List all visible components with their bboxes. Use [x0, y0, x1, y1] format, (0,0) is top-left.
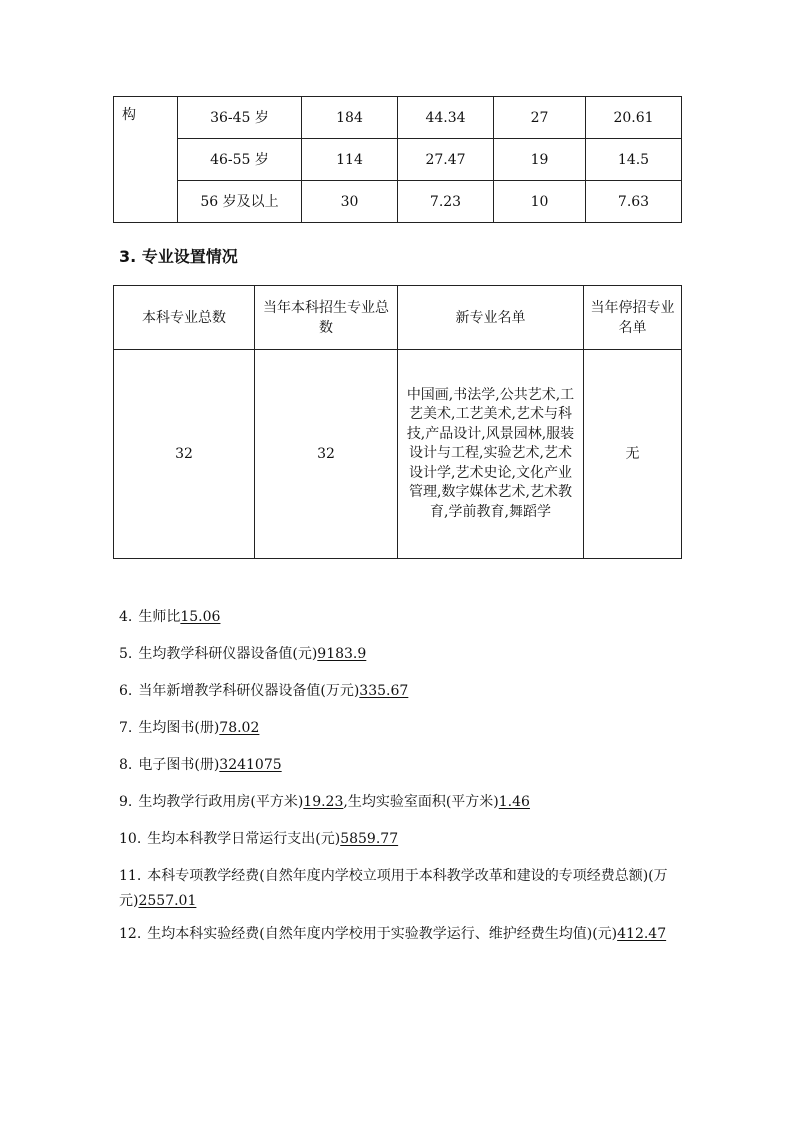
underlined-value: 5859.77 [340, 831, 399, 847]
list-item: 4. 生师比15.06 [119, 609, 221, 625]
underlined-value: 78.02 [219, 720, 260, 736]
percent-cell: 7.23 [398, 181, 494, 223]
underlined-value: 2557.01 [138, 893, 197, 909]
indicator-list [119, 605, 681, 955]
count-cell: 10 [494, 181, 586, 223]
percent-cell: 7.63 [586, 181, 682, 223]
list-item: 7. 生均图书(册)78.02 [119, 720, 260, 736]
underlined-value: 412.47 [617, 926, 667, 942]
table-row [114, 139, 682, 181]
underlined-value: 15.06 [180, 609, 221, 625]
underlined-value: 1.46 [498, 794, 530, 810]
new-majors-cell: 中国画,书法学,公共艺术,工艺美术,工艺美术,艺术与科技,产品设计,风景园林,服装设计与工程,实验艺术,艺术设计学,艺术史论,文化产业管理,数字媒体艺术,艺术教育,学前教育,舞蹈学 [398, 350, 584, 559]
list-item: 8. 电子图书(册)3241075 [119, 757, 282, 773]
enrolled-majors-cell: 32 [255, 350, 398, 559]
count-cell: 19 [494, 139, 586, 181]
age-group-cell: 36-45 岁 [178, 97, 302, 139]
count-cell: 114 [302, 139, 398, 181]
table-header-row [114, 286, 682, 350]
list-item: 10. 生均本科教学日常运行支出(元)5859.77 [119, 831, 399, 847]
list-item: 5. 生均教学科研仪器设备值(元)9183.9 [119, 646, 367, 662]
age-structure-table [113, 96, 682, 223]
list-item: 9. 生均教学行政用房(平方米)19.23,生均实验室面积(平方米)1.46 [119, 794, 530, 810]
underlined-value: 9183.9 [317, 646, 367, 662]
structure-label-cell: 构 [114, 97, 178, 223]
table-row [114, 97, 682, 139]
column-header: 新专业名单 [398, 286, 584, 350]
total-majors-cell: 32 [114, 350, 255, 559]
list-item: 12. 生均本科实验经费(自然年度内学校用于实验教学运行、维护经费生均值)(元)412.47 [119, 926, 667, 942]
column-header: 当年本科招生专业总数 [255, 286, 398, 350]
underlined-value: 19.23 [303, 794, 344, 810]
major-settings-table [113, 285, 682, 559]
count-cell: 30 [302, 181, 398, 223]
column-header: 本科专业总数 [114, 286, 255, 350]
underlined-value: 335.67 [359, 683, 409, 699]
count-cell: 184 [302, 97, 398, 139]
section-title: 3. 专业设置情况 [119, 247, 238, 266]
list-item: 6. 当年新增教学科研仪器设备值(万元)335.67 [119, 683, 409, 699]
percent-cell: 20.61 [586, 97, 682, 139]
age-group-cell: 56 岁及以上 [178, 181, 302, 223]
column-header: 当年停招专业名单 [584, 286, 682, 350]
count-cell: 27 [494, 97, 586, 139]
underlined-value: 3241075 [219, 757, 282, 773]
percent-cell: 14.5 [586, 139, 682, 181]
table-row [114, 350, 682, 559]
percent-cell: 27.47 [398, 139, 494, 181]
list-item: 11. 本科专项教学经费(自然年度内学校立项用于本科教学改革和建设的专项经费总额)(万元)2557.01 [119, 868, 668, 909]
percent-cell: 44.34 [398, 97, 494, 139]
stopped-majors-cell: 无 [584, 350, 682, 559]
table-row [114, 181, 682, 223]
age-group-cell: 46-55 岁 [178, 139, 302, 181]
